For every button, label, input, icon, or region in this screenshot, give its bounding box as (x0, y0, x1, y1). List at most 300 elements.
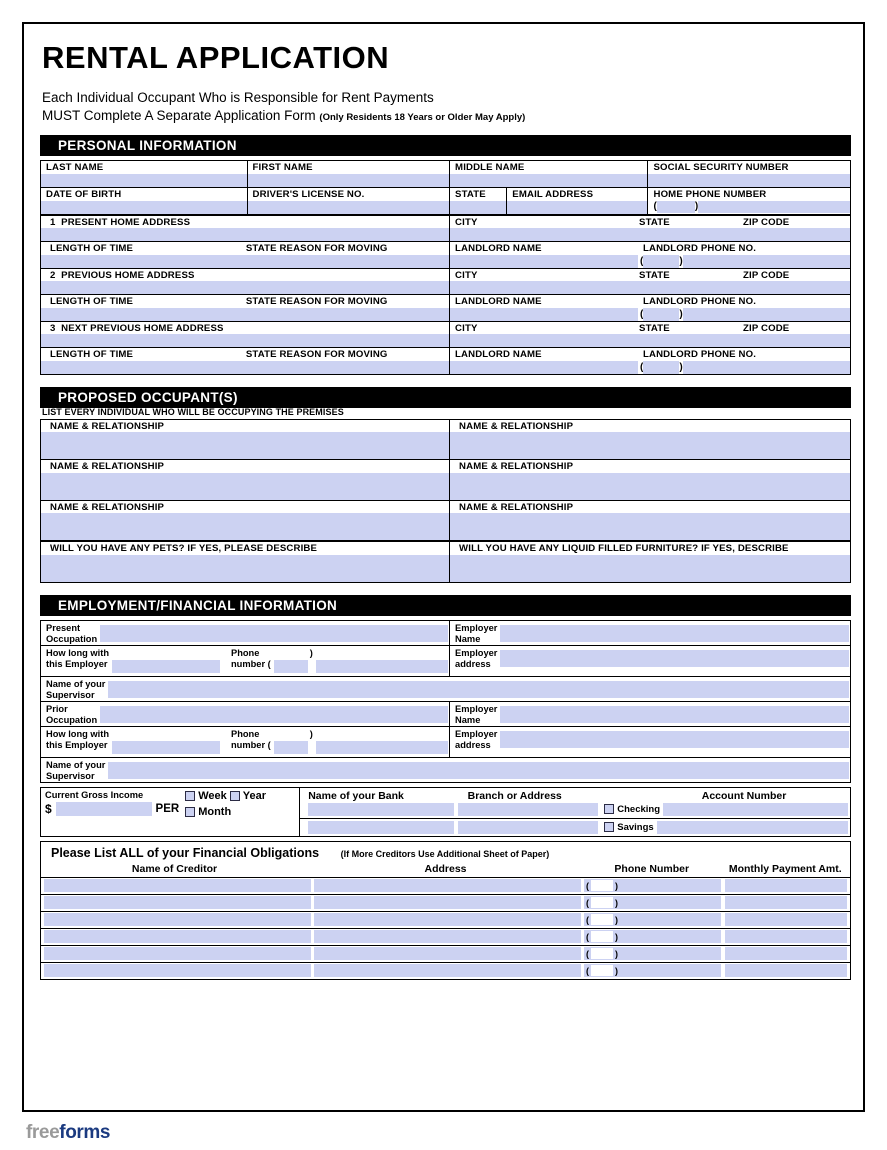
reason-for-moving-label-2: STATE REASON FOR MOVING (245, 296, 388, 308)
prior-occupation-input[interactable] (100, 706, 448, 723)
landlord-phone-area-input-3[interactable] (643, 361, 679, 374)
creditor-phone-area-3[interactable] (591, 914, 613, 925)
week-label: Week (198, 789, 227, 802)
checkbox-month[interactable] (185, 807, 195, 817)
page-title: RENTAL APPLICATION (42, 40, 390, 75)
checkbox-week[interactable] (185, 791, 195, 801)
obligation-row-4 (41, 928, 850, 945)
cell-supervisor-present[interactable] (41, 676, 851, 701)
address-input-3[interactable] (41, 334, 449, 347)
cell-drivers-license[interactable] (247, 188, 450, 215)
bank-account-input-1[interactable] (663, 803, 848, 816)
prior-supervisor-label (41, 758, 108, 782)
bank-account-input-2[interactable] (657, 821, 848, 834)
creditor-monthly-payment-input-3[interactable] (725, 913, 847, 926)
middle-name-label: MIDDLE NAME (455, 162, 525, 174)
address-history-table (40, 215, 851, 375)
creditor-name-input-3[interactable] (44, 913, 311, 926)
income-currency-symbol: $ (45, 801, 52, 816)
address-input-1[interactable] (41, 228, 449, 241)
state-input[interactable] (450, 201, 506, 214)
creditor-name-input-5[interactable] (44, 947, 311, 960)
state-input-2[interactable] (634, 281, 738, 294)
employment-table (40, 620, 851, 783)
table-row-address-3 (41, 321, 851, 348)
obligations-title (41, 842, 850, 860)
personal-information-table (40, 160, 851, 214)
prior-employer-phone-label-line1: Phone (231, 728, 260, 739)
cell-bank-information (300, 787, 851, 836)
prior-employer-phone-number-input[interactable] (316, 741, 448, 754)
creditor-address-input-1[interactable] (314, 879, 581, 892)
employer-address-label-line1: Employer (455, 647, 498, 658)
how-long-label-line1: How long with (46, 647, 109, 658)
checkbox-checking[interactable] (604, 804, 614, 814)
cell-address-line-3[interactable] (41, 321, 450, 348)
landlord-phone-number-input-3[interactable] (683, 361, 850, 374)
employer-address-label (450, 646, 500, 670)
present-occupation-label (41, 621, 100, 645)
prior-occupation-label-line1: Prior (46, 703, 68, 714)
column-header-monthly-payment: Monthly Payment Amt. (728, 862, 842, 875)
cell-employer-name-present[interactable] (450, 620, 851, 645)
prior-how-long-label (41, 727, 112, 751)
how-long-label-line2: this Employer (46, 658, 108, 669)
length-reason-labels-2 (41, 295, 449, 308)
creditor-phone-paren-open-5: ( (585, 948, 589, 959)
cell-obligations-header (41, 841, 851, 979)
reason-for-moving-input-1[interactable] (237, 255, 449, 268)
employer-name-input[interactable] (500, 625, 849, 642)
zip-input-2[interactable] (738, 281, 850, 294)
creditor-phone-input-5[interactable] (584, 947, 722, 960)
creditor-phone-paren-open-1: ( (585, 880, 589, 891)
creditor-phone-paren-close-2: ) (614, 897, 618, 908)
home-phone-number-input[interactable] (698, 201, 850, 213)
zip-label-2: ZIP CODE (743, 269, 790, 281)
form-subtitle (42, 89, 851, 125)
city-label-3: CITY (455, 322, 478, 334)
table-row-prior-supervisor (41, 757, 851, 782)
date-of-birth-label: DATE OF BIRTH (46, 189, 122, 200)
landlord-phone-paren-open-2: ( (640, 308, 644, 320)
employer-phone-label-line2: number ( (231, 658, 271, 669)
financial-obligations-table (40, 841, 851, 980)
landlord-phone-label-2: LANDLORD PHONE NO. (643, 296, 757, 308)
city-input-3[interactable] (450, 334, 634, 347)
prior-employer-address-label-line2: address (455, 739, 491, 750)
length-reason-inputs-2 (41, 308, 449, 321)
prior-employer-phone-paren-close: ) (308, 727, 316, 740)
year-label: Year (242, 789, 266, 802)
address-text-2: PREVIOUS HOME ADDRESS (61, 269, 195, 281)
prior-occupation-label-line2: Occupation (46, 714, 98, 725)
cell-how-long-present (41, 645, 450, 676)
prior-employer-name-input[interactable] (500, 706, 849, 723)
home-phone-paren-open: ( (653, 201, 657, 213)
creditor-phone-paren-open-2: ( (585, 897, 589, 908)
how-long-label (41, 646, 112, 670)
cell-pets-question[interactable] (41, 542, 450, 583)
employer-phone-number-input[interactable] (316, 660, 448, 673)
ssn-input[interactable] (648, 174, 850, 187)
prior-employer-address-label (450, 727, 500, 751)
column-header-address: Address (424, 862, 467, 875)
bank-branch-input-1[interactable] (458, 803, 598, 816)
creditor-address-input-2[interactable] (314, 896, 581, 909)
landlord-labels-2 (450, 295, 850, 308)
cell-prior-occupation[interactable] (41, 701, 450, 726)
cell-state[interactable] (450, 188, 507, 214)
employer-phone-label-line1: Phone (231, 647, 260, 658)
creditor-monthly-payment-input-5[interactable] (725, 947, 847, 960)
subtitle-line-1: Each Individual Occupant Who is Responsible for Rent Payments (42, 89, 434, 105)
zip-input-1[interactable] (738, 228, 850, 241)
landlord-phone-area-input-1[interactable] (643, 255, 679, 268)
bank-name-label: Name of your Bank (308, 789, 404, 802)
table-row-occupant-2 (41, 460, 851, 501)
occupant-left-label-3: NAME & RELATIONSHIP (50, 501, 165, 513)
table-row-obligations-header (41, 841, 851, 979)
prior-employer-name-label (450, 702, 500, 726)
length-reason-inputs-3 (41, 361, 449, 374)
ssn-label: SOCIAL SECURITY NUMBER (653, 162, 789, 174)
occupants-questions-table (40, 541, 851, 583)
creditor-phone-input-6[interactable] (584, 964, 722, 977)
cell-first-name[interactable] (247, 161, 450, 188)
obligations-rows (41, 877, 850, 979)
city-label-1: CITY (455, 216, 478, 228)
prior-supervisor-input[interactable] (108, 762, 849, 779)
obligation-row-1 (41, 877, 850, 894)
employer-phone-area-input[interactable] (274, 660, 308, 673)
zip-label-1: ZIP CODE (743, 216, 790, 228)
obligations-title-text: Please List ALL of your Financial Obligations (51, 845, 320, 860)
creditor-phone-paren-open-4: ( (585, 931, 589, 942)
section-header-personal-information: PERSONAL INFORMATION (40, 135, 851, 156)
occupant-right-input-1[interactable] (450, 432, 850, 459)
landlord-name-label-2: LANDLORD NAME (455, 296, 542, 308)
reason-for-moving-label-3: STATE REASON FOR MOVING (245, 349, 388, 361)
cell-occupant-left-3[interactable] (41, 500, 450, 541)
address-input-2[interactable] (41, 281, 449, 294)
creditor-monthly-payment-input-4[interactable] (725, 930, 847, 943)
cell-city-state-zip-3 (450, 321, 851, 348)
table-row-prior-occupation (41, 701, 851, 726)
city-state-zip-labels-3 (450, 322, 850, 335)
middle-name-input[interactable] (450, 174, 647, 187)
subtitle-line-2-text: MUST Complete A Separate Application Form (42, 107, 316, 123)
table-row-present-employer-contact (41, 645, 851, 676)
table-row-income-bank (41, 787, 851, 836)
creditor-phone-input-4[interactable] (584, 930, 722, 943)
state-label-1: STATE (639, 216, 670, 228)
landlord-phone-paren-close-1: ) (679, 255, 683, 267)
occupants-note: LIST EVERY INDIVIDUAL WHO WILL BE OCCUPYING THE PREMISES (42, 406, 344, 417)
creditor-name-input-6[interactable] (44, 964, 311, 977)
creditor-monthly-payment-input-2[interactable] (725, 896, 847, 909)
form-sheet (22, 22, 865, 1112)
checking-label: Checking (617, 803, 661, 815)
obligations-note: (If More Creditors Use Additional Sheet of Paper) (340, 848, 550, 859)
savings-label: Savings (617, 821, 654, 833)
creditor-monthly-payment-input-1[interactable] (725, 879, 847, 892)
cell-occupant-right-1[interactable] (450, 419, 851, 460)
cell-length-reason-3 (41, 348, 450, 375)
length-reason-labels-3 (41, 348, 449, 361)
reason-for-moving-input-2[interactable] (237, 308, 449, 321)
creditor-address-input-6[interactable] (314, 964, 581, 977)
present-occupation-label-line1: Present (46, 622, 81, 633)
first-name-label: FIRST NAME (252, 162, 313, 174)
cell-address-line-1[interactable] (41, 215, 450, 242)
creditor-phone-paren-open-6: ( (585, 965, 589, 976)
address-text-3: NEXT PREVIOUS HOME ADDRESS (61, 322, 224, 334)
table-row-questions (41, 542, 851, 583)
home-phone-area-input[interactable] (657, 201, 695, 213)
prior-employer-name-label-line2: Name (455, 714, 481, 725)
landlord-phone-paren-open-1: ( (640, 255, 644, 267)
creditor-monthly-payment-input-6[interactable] (725, 964, 847, 977)
cell-middle-name[interactable] (450, 161, 648, 188)
first-name-input[interactable] (248, 174, 450, 187)
landlord-name-input-1[interactable] (450, 255, 638, 268)
occupant-left-label-1: NAME & RELATIONSHIP (50, 420, 165, 432)
bank-account-label: Account Number (701, 789, 787, 802)
prior-employer-phone-area-input[interactable] (274, 741, 308, 754)
creditor-phone-paren-close-3: ) (614, 914, 618, 925)
brand-forms: forms (59, 1122, 111, 1143)
obligation-row-2 (41, 894, 850, 911)
present-occupation-input[interactable] (100, 625, 448, 642)
table-row-occupant-1 (41, 419, 851, 460)
landlord-name-label-3: LANDLORD NAME (455, 349, 542, 361)
landlord-phone-label-1: LANDLORD PHONE NO. (643, 243, 757, 255)
income-amount-input[interactable] (56, 802, 152, 816)
landlord-phone-paren-close-3: ) (679, 361, 683, 373)
landlord-name-label-1: LANDLORD NAME (455, 243, 542, 255)
creditor-name-input-4[interactable] (44, 930, 311, 943)
drivers-license-label: DRIVER'S LICENSE NO. (252, 189, 365, 200)
creditor-phone-paren-close-1: ) (614, 880, 618, 891)
cell-present-occupation[interactable] (41, 620, 450, 645)
creditor-address-input-5[interactable] (314, 947, 581, 960)
cell-supervisor-prior[interactable] (41, 757, 851, 782)
creditor-phone-paren-close-4: ) (614, 931, 618, 942)
prior-employer-address-input[interactable] (500, 731, 849, 748)
address-label-2 (41, 269, 449, 282)
table-row-occupant-3 (41, 500, 851, 541)
occupant-right-input-2[interactable] (450, 473, 850, 500)
obligations-column-headers (41, 860, 850, 877)
creditor-phone-input-1[interactable] (584, 879, 722, 892)
creditor-address-input-3[interactable] (314, 913, 581, 926)
furniture-question-input[interactable] (450, 555, 850, 582)
employer-address-input[interactable] (500, 650, 849, 667)
creditor-name-input-2[interactable] (44, 896, 311, 909)
pets-question-label: WILL YOU HAVE ANY PETS? IF YES, PLEASE DESCRIBE (50, 543, 318, 555)
length-of-time-input-2[interactable] (41, 308, 237, 321)
cell-social-security-number[interactable] (648, 161, 851, 188)
city-state-zip-inputs-3 (450, 334, 850, 347)
bank-name-input-2[interactable] (308, 821, 454, 834)
income-per-label: PER (155, 802, 180, 815)
reason-for-moving-input-3[interactable] (237, 361, 449, 374)
cell-employer-address-present[interactable] (450, 645, 851, 676)
email-address-input[interactable] (507, 201, 647, 214)
bank-branch-input-2[interactable] (458, 821, 598, 834)
prior-how-long-label-line2: this Employer (46, 739, 108, 750)
employer-name-label (450, 621, 500, 645)
creditor-phone-paren-close-5: ) (614, 948, 618, 959)
landlord-name-input-3[interactable] (450, 361, 638, 374)
checkbox-year[interactable] (230, 791, 240, 801)
supervisor-input[interactable] (108, 681, 849, 698)
prior-supervisor-label-line1: Name of your (46, 759, 106, 770)
landlord-phone-paren-open-3: ( (640, 361, 644, 373)
bank-name-input-1[interactable] (308, 803, 454, 816)
cell-length-reason-2 (41, 295, 450, 322)
creditor-phone-input-2[interactable] (584, 896, 722, 909)
creditor-phone-area-4[interactable] (591, 931, 613, 942)
how-long-input[interactable] (112, 660, 220, 673)
employer-address-label-line2: address (455, 658, 491, 669)
creditor-phone-area-1[interactable] (591, 880, 613, 891)
occupant-right-input-3[interactable] (450, 513, 850, 540)
cell-length-reason-1 (41, 242, 450, 269)
column-header-name-of-creditor: Name of Creditor (131, 862, 218, 875)
address-number-2: 2 (50, 269, 56, 281)
cell-address-line-2[interactable] (41, 268, 450, 295)
cell-city-state-zip-1 (450, 215, 851, 242)
present-occupation-label-line2: Occupation (46, 633, 98, 644)
address-number-1: 1 (50, 216, 56, 228)
supervisor-label-line1: Name of your (46, 678, 106, 689)
creditor-phone-paren-open-3: ( (585, 914, 589, 925)
cell-occupant-left-1[interactable] (41, 419, 450, 460)
state-input-1[interactable] (634, 228, 738, 241)
checkbox-savings[interactable] (604, 822, 614, 832)
table-row-tenancy-1 (41, 242, 851, 269)
last-name-input[interactable] (41, 174, 247, 187)
date-of-birth-input[interactable] (41, 201, 247, 214)
prior-occupation-label (41, 702, 100, 726)
prior-employer-name-label-line1: Employer (455, 703, 498, 714)
creditor-phone-input-3[interactable] (584, 913, 722, 926)
length-of-time-input-3[interactable] (41, 361, 237, 374)
cell-occupant-right-2[interactable] (450, 460, 851, 501)
creditor-phone-paren-close-6: ) (614, 965, 618, 976)
drivers-license-input[interactable] (248, 201, 450, 214)
creditor-phone-area-2[interactable] (591, 897, 613, 908)
zip-input-3[interactable] (738, 334, 850, 347)
pets-question-input[interactable] (41, 555, 449, 582)
footer-brand (26, 1122, 110, 1144)
cell-email-address[interactable] (507, 188, 647, 214)
cell-home-phone-number[interactable] (648, 188, 851, 215)
city-input-2[interactable] (450, 281, 634, 294)
supervisor-label (41, 677, 108, 701)
cell-date-of-birth[interactable] (41, 188, 248, 215)
reason-for-moving-label-1: STATE REASON FOR MOVING (245, 243, 388, 255)
city-input-1[interactable] (450, 228, 634, 241)
landlord-phone-number-input-1[interactable] (683, 255, 850, 268)
subtitle-line-2 (42, 107, 851, 125)
cell-furniture-question[interactable] (450, 542, 851, 583)
creditor-name-input-1[interactable] (44, 879, 311, 892)
prior-employer-address-label-line1: Employer (455, 728, 498, 739)
cell-landlord-1 (450, 242, 851, 269)
state-label-3: STATE (639, 322, 670, 334)
state-label: STATE (455, 189, 486, 200)
employer-phone-paren-close: ) (308, 646, 316, 659)
column-header-phone-number: Phone Number (614, 862, 690, 875)
city-state-zip-labels-2 (450, 269, 850, 282)
table-row-prior-employer-contact (41, 726, 851, 757)
month-label: Month (198, 805, 232, 818)
occupant-left-input-2[interactable] (41, 473, 449, 500)
length-of-time-label-1: LENGTH OF TIME (50, 243, 134, 255)
cell-employer-address-prior[interactable] (450, 726, 851, 757)
occupant-left-label-2: NAME & RELATIONSHIP (50, 461, 165, 473)
cell-landlord-2 (450, 295, 851, 322)
last-name-label: LAST NAME (46, 162, 104, 174)
home-phone-paren-close: ) (694, 201, 699, 213)
employer-name-label-line2: Name (455, 633, 481, 644)
landlord-name-input-2[interactable] (450, 308, 638, 321)
table-row-present-supervisor (41, 676, 851, 701)
length-of-time-label-3: LENGTH OF TIME (50, 349, 134, 361)
state-input-3[interactable] (634, 334, 738, 347)
email-address-label: EMAIL ADDRESS (512, 189, 594, 200)
landlord-phone-number-input-2[interactable] (683, 308, 850, 321)
occupant-left-input-3[interactable] (41, 513, 449, 540)
table-row-present-occupation (41, 620, 851, 645)
address-label-3 (41, 322, 449, 335)
cell-state-email (450, 188, 648, 215)
prior-how-long-input[interactable] (112, 741, 220, 754)
creditor-phone-area-6[interactable] (591, 965, 613, 976)
income-label: Current Gross Income (45, 789, 144, 800)
length-of-time-input-1[interactable] (41, 255, 237, 268)
occupant-right-label-2: NAME & RELATIONSHIP (459, 461, 574, 473)
obligation-row-5 (41, 945, 850, 962)
prior-employer-phone-label-line2: number ( (231, 739, 271, 750)
state-label-2: STATE (639, 269, 670, 281)
address-number-3: 3 (50, 322, 56, 334)
table-row-identity (41, 188, 851, 215)
cell-occupant-right-3[interactable] (450, 500, 851, 541)
bank-branch-label: Branch or Address (467, 789, 562, 802)
landlord-phone-area-input-2[interactable] (643, 308, 679, 321)
city-state-zip-inputs-1 (450, 228, 850, 241)
obligation-row-6 (41, 962, 850, 979)
subtitle-note: (Only Residents 18 Years or Older May Apply) (319, 111, 526, 123)
occupant-left-input-1[interactable] (41, 432, 449, 459)
cell-occupant-left-2[interactable] (41, 460, 450, 501)
creditor-address-input-4[interactable] (314, 930, 581, 943)
home-phone-label: HOME PHONE NUMBER (653, 189, 767, 200)
table-row-address-1 (41, 215, 851, 242)
city-state-zip-labels-1 (450, 216, 850, 229)
cell-last-name[interactable] (41, 161, 248, 188)
address-label-1 (41, 216, 449, 229)
employer-name-label-line1: Employer (455, 622, 498, 633)
table-row-address-2 (41, 268, 851, 295)
furniture-question-label: WILL YOU HAVE ANY LIQUID FILLED FURNITURE? IF YES, DESCRIBE (459, 543, 789, 555)
creditor-phone-area-5[interactable] (591, 948, 613, 959)
cell-employer-name-prior[interactable] (450, 701, 851, 726)
